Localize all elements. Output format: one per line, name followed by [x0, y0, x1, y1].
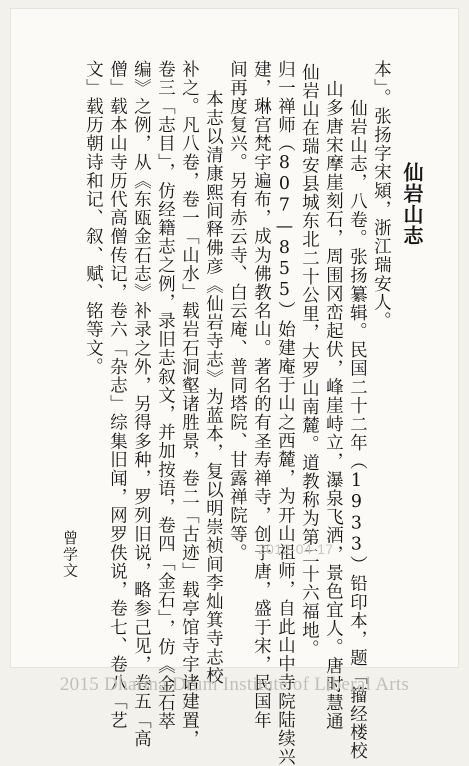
text-column: 文」载历朝诗和记、叙、赋、铭等文。 [82, 60, 103, 377]
text-column: 仙岩山志，八卷。张扬纂辑。民国二十二年（1933）铅印本，题「籀经楼校 [346, 99, 367, 761]
document-title: 仙岩山志 [400, 162, 424, 246]
text-column: 补之。凡八卷，卷一「山水」载岩石洞壑诸胜景，卷二「古迹」载亭馆寺宇诸建置， [178, 60, 199, 749]
text-column: 仙岩山在瑞安县城东北二十公里，大罗山南麓。道教称为第二十六福地。 [298, 63, 319, 659]
text-column: 僧」载本山寺历代高僧传记，卷六「杂志」综集旧闻，网罗佚说，卷七、卷八「艺 [106, 60, 127, 730]
date-stamp: 2012-04-17 [258, 541, 334, 557]
text-column: 卷三「志目」，仿经籍志之例，录旧志叙文，并加按语，卷四「金石」，仿《金石萃 [154, 60, 175, 731]
text-column: 间再度复兴。另有赤云寺、白云庵、普同塔院、甘露禅院等。 [226, 60, 247, 563]
text-column: 山多唐宋摩崖刻石，周围冈峦起伏，峰崖峙立，瀑泉飞洒，景色宜人。唐时慧通 [322, 80, 343, 731]
text-column: 编》之例，从《东瓯金石志》补录之外，另得多种，罗列旧说，略参己见，卷五「高 [130, 60, 151, 749]
text-column: 归一禅师（807—855）始建庵于山之西麓，为开山祖师，自此山中寺院陆续兴 [274, 60, 295, 766]
text-column: 建，琳宫梵宇遍布，成为佛教名山。著名的有圣寿禅寺，创于唐，盛于宋，民国年 [250, 60, 271, 730]
text-column: 本志以清康熙间释佛彦《仙岩寺志》为蓝本，复以明崇祯间李灿箕寺志校 [202, 90, 223, 686]
text-column: 本」。张扬字宋熲，浙江瑞安人。 [370, 60, 391, 331]
watermark: 2015 Dharma Drum Institute of Liberal Arts [59, 674, 410, 695]
author-signature: 曾学文 [61, 530, 79, 579]
